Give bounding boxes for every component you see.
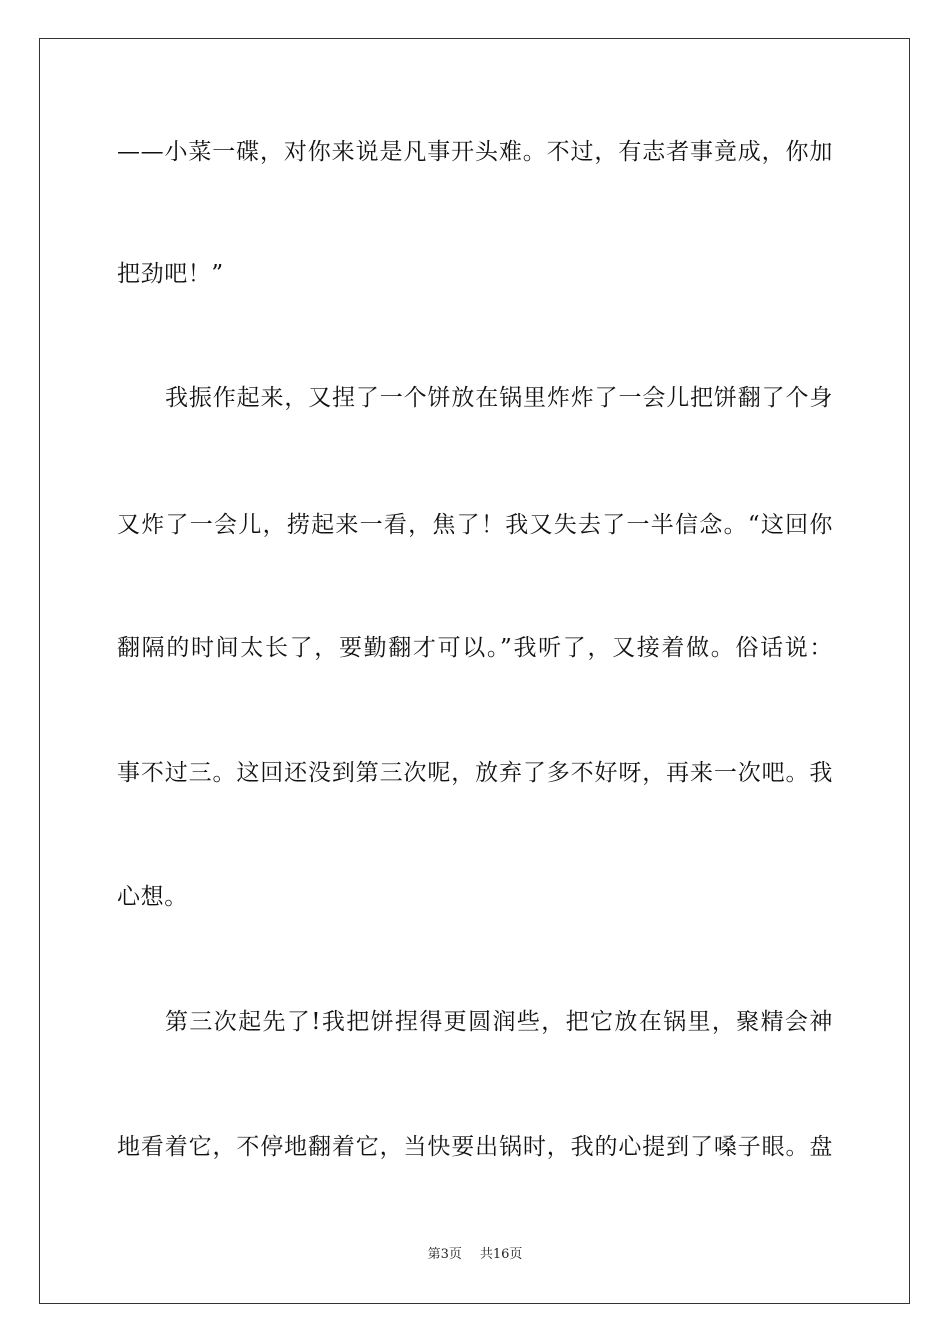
page-footer xyxy=(0,1246,950,1264)
page-border xyxy=(39,38,910,1304)
page-number: 第3页 xyxy=(427,1247,462,1262)
text-line-2: 把劲吧！” xyxy=(117,261,224,287)
text-line-7: 心想。 xyxy=(117,884,188,910)
text-line-4: 又炸了一会儿，捞起来一看，焦了！我又失去了一半信念。“这回你 xyxy=(117,512,833,538)
text-line-1: ——小菜一碟，对你来说是凡事开头难。不过，有志者事竟成，你加 xyxy=(117,139,833,165)
text-line-3: 我振作起来，又捏了一个饼放在锅里炸炸了一会儿把饼翻了个身 xyxy=(165,385,833,411)
text-line-9: 地看着它，不停地翻着它，当快要出锅时，我的心提到了嗓子眼。盘 xyxy=(117,1134,833,1160)
page-total: 共16页 xyxy=(479,1247,523,1262)
text-line-5: 翻隔的时间太长了，要勤翻才可以。”我听了，又接着做。俗话说： xyxy=(117,635,833,661)
text-line-8: 第三次起先了!我把饼捏得更圆润些，把它放在锅里，聚精会神 xyxy=(165,1009,833,1035)
text-line-6: 事不过三。这回还没到第三次呢，放弃了多不好呀，再来一次吧。我 xyxy=(117,760,833,786)
